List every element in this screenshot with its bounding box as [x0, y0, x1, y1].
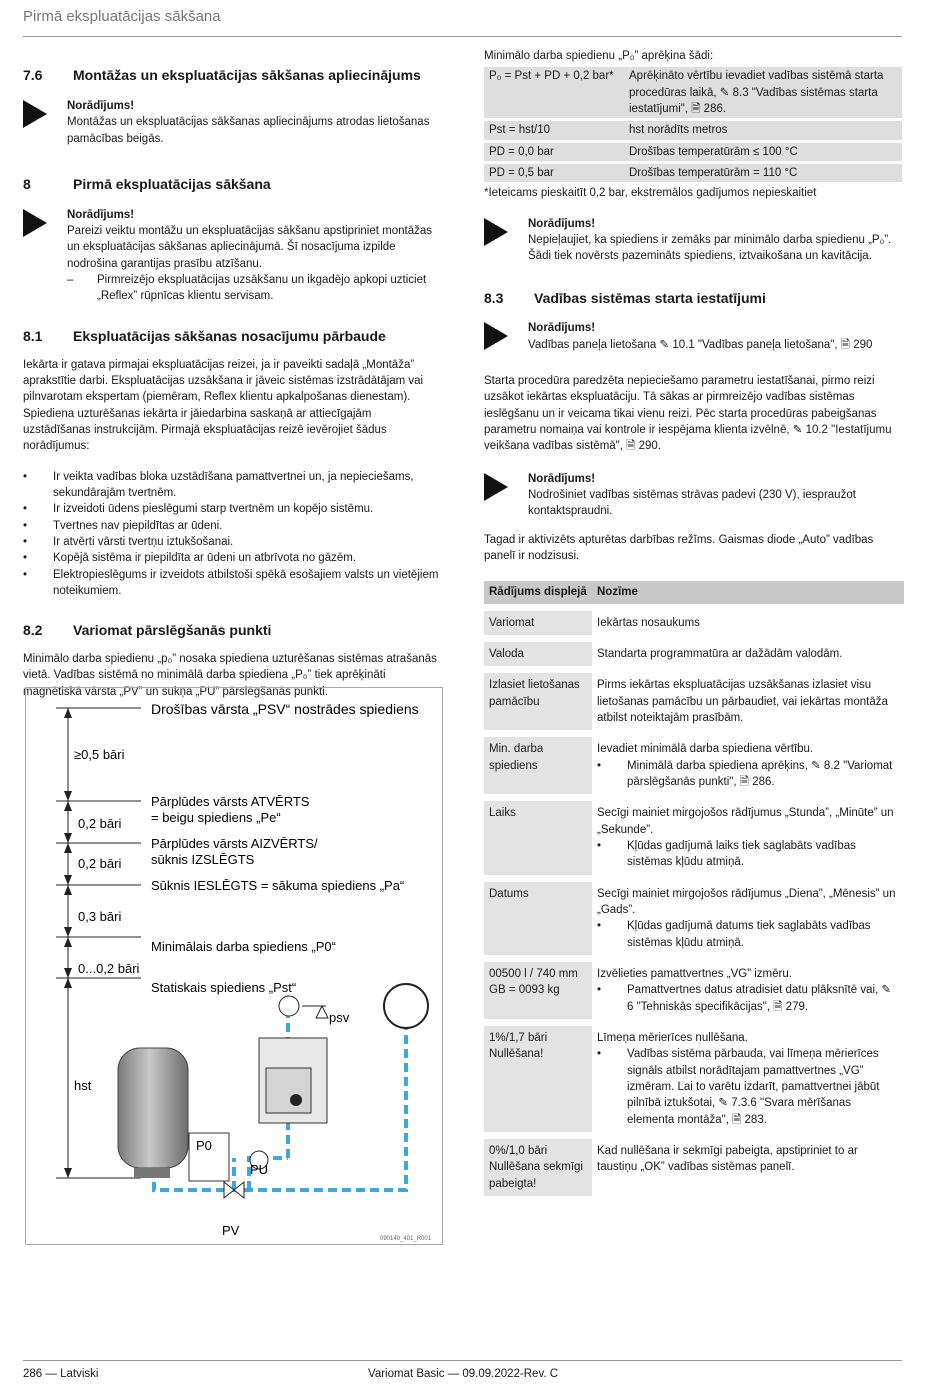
label-overflow-open-2: = beigu spiediens „Pe“ [151, 810, 281, 825]
warning-triangle-icon [484, 473, 508, 501]
label-overflow-open-1: Pārplūdes vārsts ATVĒRTS [151, 794, 310, 809]
meaning-cell: Secīgi mainiet mirgojošos rādījumus „Stunda”, „Minūte” un „Sekunde”. • Kļūdas gadījumā laiks tiek saglabāts vadības sistēmas kļūdu atmiņā. [592, 801, 904, 874]
note-power-supply: Norādījums! Nodrošiniet vadības sistēmas strāvas padevi (230 V), iespraužot kontaktspraudni. [484, 471, 904, 520]
footer-document-info: Variomat Basic — 09.09.2022-Rev. C [368, 1368, 559, 1380]
label-hst: hst [74, 1078, 92, 1093]
display-reading-cell: 1%/1,7 bāri Nullēšana! [484, 1026, 592, 1132]
calc-intro: Minimālo darba spiedienu „P₀” aprēķina šādi: [484, 50, 714, 62]
diagram-code: 090140_401_R001 [380, 1236, 432, 1242]
note-min-pressure: Norādījums! Nepieļaujiet, ka spiediens ir zemāks par minimālo darba spiedienu „P₀”. Šādi tiek novērsts pazemināts spiediens, iztvaikošana un kavitācija. [484, 216, 904, 265]
section-8-heading: 8 Pirmā ekspluatācijas sākšana [23, 175, 271, 192]
meaning-cell: Līmeņa mērierīces nullēšana. • Vadības sistēma pārbauda, vai līmeņa mērierīces signāls atbilst norādītajam pamattvertnes „VG” izmēram. Lai to varētu izdarīt, pamattvertnei jābūt pilnībā iztukšotai, ✎ 7.3.6 "Svara mērīšanas elementa montāža", 🗎 283. [592, 1026, 904, 1132]
note-panel-usage: Norādījums! Vadības paneļa lietošana ✎ 10.1 "Vadības paneļa lietošana", 🗎 290 [484, 320, 904, 353]
list-item: • Ir veikta vadības bloka uzstādīšana pamattvertnei un, ja nepieciešams, sekundārajām tvertnēm. [23, 469, 441, 502]
section-7-6-heading: 7.6 Montāžas un ekspluatācijas sākšanas apliecinājums [23, 67, 421, 83]
section-8-1-paragraph: Iekārta ir gatava pirmajai ekspluatācijas reizei, ja ir paveikti sadaļā „Montāža” aprakstītie darbi. Ekspluatācijas uzsākšana ir jāveic sistēmas izstrādātājam vai pilnvarotam ekspertam (piemēram, Reflex klientu apkalpošanas dienestam). Spiediena uzturēšanas iekārta ir jāiedarbina saskaņā ar attiecīgajām uzstādīšanas instrukcijām. Pirmajā ekspluatācijas reizē ievērojiet šādus norādījumus: [23, 358, 424, 453]
meaning-cell: Pirms iekārtas ekspluatācijas uzsākšanas izlasiet visu lietošanas pamācību un pārbaudiet, vai iekārtas montāža atbilst noteiktajām prasībām. [592, 673, 904, 730]
list-item: • Vadības sistēma pārbauda, vai līmeņa mērierīces signāls atbilst norādītajam pamattvertnes „VG” izmēram. Lai to varētu izdarīt, pamattvertnei jābūt pilnībā iztukšotai, ✎ 7.3.6 "Svara mērīšanas elementa montāža", 🗎 283. [597, 1046, 899, 1128]
table-row [484, 882, 904, 955]
switching-points-diagram [25, 687, 443, 1245]
table-row [484, 1139, 904, 1196]
warning-triangle-icon [23, 100, 47, 128]
table-row [484, 611, 904, 635]
note-dash-item: – Pirmreizējo ekspluatācijas uzsākšanu un ikgadējo apkopi uzticiet „Reflex” rūpnīcas klientu servisam. [67, 272, 441, 305]
warning-triangle-icon [23, 209, 47, 237]
table-row: PD = 0,0 bar Drošības temperatūrām ≤ 100 °C [484, 143, 902, 161]
section-8-2-paragraph: Minimālo darba spiedienu „p₀” nosaka spiediena uzturēšanas sistēmas atrašanās vietā. Vadības sistēmā no minimālā darba spiediena „P₀” tiek aprēķināti magnētiskā vārsta „PV” un sūkņa „PU” pārslēgšanās punkti. [23, 653, 437, 698]
label-gap-02a: 0,2 bāri [78, 816, 122, 831]
table-row: PD = 0,5 bar Drošības temperatūrām = 110 °C [484, 164, 902, 182]
list-item: • Kļūdas gadījumā datums tiek saglabāts vadības sistēmas kļūdu atmiņā. [597, 918, 899, 951]
pump-icon [279, 996, 299, 1016]
table-row [484, 962, 904, 1019]
right-column [484, 48, 904, 1203]
list-item: • Minimālā darba spiediena aprēķins, ✎ 8.2 "Variomat pārslēgšanās punkti", 🗎 286. [597, 758, 899, 791]
label-gap-05: ≥0,5 bāri [74, 747, 125, 762]
running-header: Pirmā ekspluatācijas sākšana [23, 8, 221, 25]
calc-table [484, 64, 902, 185]
meaning-cell: Standarta programmatūra ar dažādām valodām. [592, 642, 904, 666]
display-reading-cell: Min. darba spiediens [484, 737, 592, 794]
list-item: • Kļūdas gadījumā laiks tiek saglabāts vadības sistēmas kļūdu atmiņā. [597, 838, 899, 871]
consumer-circle-icon [384, 984, 428, 1028]
display-reading-cell: Datums [484, 882, 592, 955]
list-item: • Elektropieslēgums ir izveidots atbilstoši spēkā esošajiem valsts un vietējiem noteikumiem. [23, 567, 441, 600]
section-8-2-heading: 8.2 Variomat pārslēgšanās punkti [23, 622, 272, 639]
display-reading-cell: Izlasiet lietošanas pamācību [484, 673, 592, 730]
table-row [484, 673, 904, 730]
prerequisite-list [23, 469, 441, 600]
label-safety-valve: Drošības vārsta „PSV“ nostrādes spiediens [151, 701, 419, 717]
label-gap-03: 0,3 bāri [78, 909, 122, 924]
left-column [23, 66, 441, 700]
list-item: • Ir izveidoti ūdens pieslēgumi starp tvertnēm un kopējo sistēmu. [23, 501, 441, 517]
table-row: Pst = hst/10 hst norādīts metros [484, 121, 902, 139]
warning-triangle-icon [484, 218, 508, 246]
label-p0: P0 [196, 1138, 212, 1153]
label-overflow-closed-2: sūknis IZSLĒGTS [151, 852, 255, 867]
label-min-pressure: Minimālais darba spiediens „P0“ [151, 939, 336, 954]
section-8-1-heading: 8.1 Ekspluatācijas sākšanas nosacījumu pārbaude [23, 327, 386, 344]
footer-rule [23, 1360, 902, 1361]
display-reading-cell: Laiks [484, 801, 592, 874]
label-gap-002: 0...0,2 bāri [78, 961, 140, 976]
list-item: • Ir atvērti vārsti tvertņu iztukšošanai. [23, 534, 441, 550]
table-row [484, 801, 904, 874]
calc-footnote: *Ieteicams pieskaitīt 0,2 bar, ekstremālos gadījumos nepieskaitiet [484, 187, 817, 200]
startup-paragraph: Starta procedūra paredzēta nepieciešamo parametru iestatīšanai, pirmo reizi uzsākot iekārtas ekspluatāciju. Tā sākas ar pirmreizējo vadības sistēmas ieslēgšanu un ir veicama tikai vienu reizi. Pēc starta procedūras pabeigšanas parametru nomaiņa vai kontrole ir iespējama klienta izvēlnē, ✎ 10.2 "Iestatījumu veikšana vadības sistēmā", 🗎 290. [484, 375, 892, 453]
note-text: Montāžas un ekspluatācijas sākšanas apliecinājums atrodas lietošanas pamācības beigās. [67, 116, 430, 145]
diagram-svg [26, 688, 442, 1244]
label-pu: PU [250, 1162, 269, 1177]
meaning-cell: Iekārtas nosaukums [592, 611, 904, 635]
label-static-pressure: Statiskais spiediens „Pst“ [151, 980, 297, 995]
list-item: • Kopējā sistēma ir piepildīta ar ūdeni un atbrīvota no gāzēm. [23, 550, 441, 566]
display-table [484, 574, 904, 1203]
label-overflow-closed-1: Pārplūdes vārsts AIZVĒRTS/ [151, 836, 318, 851]
meaning-cell: Secīgi mainiet mirgojošos rādījumus „Diena”, „Mēnesis” un „Gads”. • Kļūdas gadījumā datums tiek saglabāts vadības sistēmas kļūdu atmiņā. [592, 882, 904, 955]
meaning-cell: Izvēlieties pamattvertnes „VG” izmēru. • Pamattvertnes datus atradisiet datu plāksnītē vai, ✎ 6 "Tehniskās specifikācijas", 🗎 279. [592, 962, 904, 1019]
note-7-6 [23, 98, 441, 147]
warning-triangle-icon [484, 322, 508, 350]
list-item: • Pamattvertnes datus atradisiet datu plāksnītē vai, ✎ 6 "Tehniskās specifikācijas", 🗎 279. [597, 982, 899, 1015]
table-row [484, 737, 904, 794]
note-text: Pareizi veiktu montāžu un ekspluatācijas sākšanu apstipriniet montāžas un ekspluatācijas sākšanas apliecinājumā. Šī nosacījuma izpilde nodrošina garantijas prasību atzīšanu. [67, 225, 432, 270]
table-row [484, 1026, 904, 1132]
label-pv: PV [222, 1223, 240, 1238]
table-row [484, 642, 904, 666]
list-item: • Tvertnes nav piepildītas ar ūdeni. [23, 518, 441, 534]
display-reading-cell: Variomat [484, 611, 592, 635]
standby-paragraph: Tagad ir aktivizēts apturētas darbības režīms. Gaismas diode „Auto” vadības panelī ir nodzisusi. [484, 533, 874, 563]
label-gap-02b: 0,2 bāri [78, 856, 122, 871]
label-pump-on: Sūknis IESLĒGTS = sākuma spiediens „Pa“ [151, 878, 405, 893]
meaning-cell: Kad nullēšana ir sekmīgi pabeigta, apstipriniet to ar taustiņu „OK” vadības sistēmas panelī. [592, 1139, 904, 1196]
note-title: Norādījums! [67, 99, 135, 112]
footer-page-language: 286 — Latviski [23, 1368, 99, 1380]
meaning-cell: Ievadiet minimālā darba spiediena vērtību. • Minimālā darba spiediena aprēķins, ✎ 8.2 "Variomat pārslēgšanās punkti", 🗎 286. [592, 737, 904, 794]
expansion-tank-icon [118, 1048, 188, 1168]
table-row: P₀ = Pst + PD + 0,2 bar* Aprēķināto vērtību ievadiet vadības sistēmā starta procedūras laikā, ✎ 8.3 "Vadības sistēmas starta iestatījumi", 🗎 286. [484, 67, 902, 118]
label-psv: psv [329, 1010, 350, 1025]
header-rule [23, 36, 902, 37]
note-8 [23, 207, 441, 305]
display-reading-cell: 00500 l / 740 mm GB = 0093 kg [484, 962, 592, 1019]
table-header-row: Rādījums displejā Nozīme [484, 581, 904, 603]
section-8-3-heading: 8.3 Vadības sistēmas starta iestatījumi [484, 289, 766, 306]
display-reading-cell: Valoda [484, 642, 592, 666]
safety-valve-icon [316, 1006, 328, 1018]
note-title: Norādījums! [67, 208, 135, 221]
display-reading-cell: 0%/1,0 bāri Nullēšana sekmīgi pabeigta! [484, 1139, 592, 1196]
